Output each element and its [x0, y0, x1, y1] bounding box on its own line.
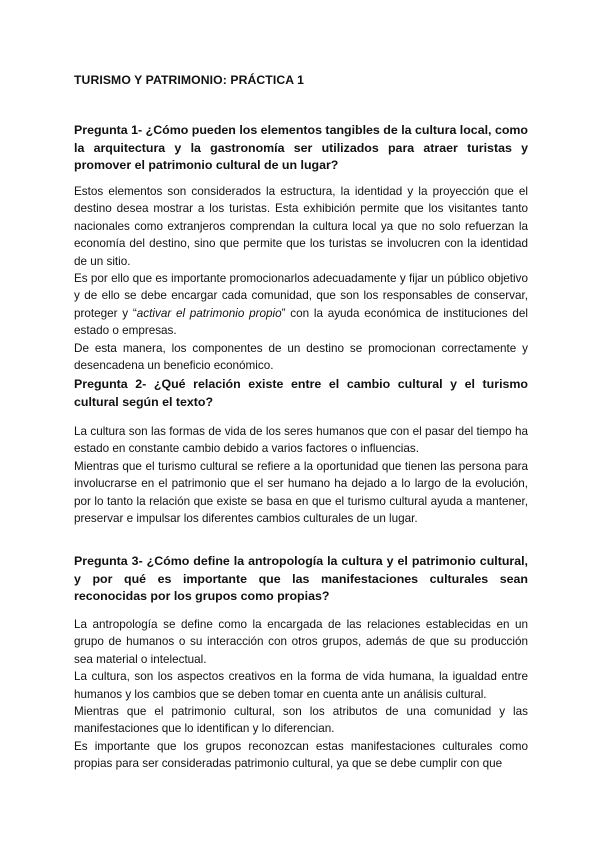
question-1: Pregunta 1- ¿Cómo pueden los elementos tangibles de la cultura local, como la arquitectura y la gastronomía ser utilizados para atraer turistas y promover el patrimonio cultural de un lugar?	[74, 123, 528, 172]
answer-3	[74, 616, 528, 773]
answer-1	[74, 183, 528, 374]
answer-1-paragraph-2-start: Es por ello que es importante promocionarlos adecuadamente y fijar un público objetivo y de ello se debe encargar cada comunidad, que son los responsables de conservar, proteger y “	[74, 272, 528, 320]
answer-1-paragraph-3: De esta manera, los componentes de un destino se promocionan correctamente y desencadena un beneficio económico.	[74, 341, 528, 373]
document-title: TURISMO Y PATRIMONIO: PRÁCTICA 1	[74, 73, 305, 87]
answer-3-paragraph-2: La cultura, son los aspectos creativos en la forma de vida humana, la igualdad entre humanos y los cambios que se deben tomar en cuenta ante un análisis cultural.	[74, 670, 528, 701]
answer-2	[74, 423, 528, 527]
answer-1-paragraph-2-end: ” con la ayuda económica de instituciones del estado o empresas.	[74, 306, 529, 338]
answer-3-paragraph-4: Es importante que los grupos reconozcan estas manifestaciones culturales como propias para ser consideradas patrimonio cultural, ya que se debe cumplir con que	[74, 739, 528, 771]
question-2: Pregunta 2- ¿Qué relación existe entre el cambio cultural y el turismo cultural según el texto?	[74, 377, 528, 409]
answer-3-paragraph-1: La antropología se define como la encargada de las relaciones establecidas en un grupo de humanos o su interacción con otros grupos, además de que su producción sea material o intelectual.	[74, 618, 528, 666]
answer-3-paragraph-3: Mientras que el patrimonio cultural, son los atributos de una comunidad y las manifestaciones que lo identifican y lo diferencian.	[74, 705, 528, 736]
answer-1-italic-quote: activar el patrimonio propio	[136, 306, 282, 320]
question-3: Pregunta 3- ¿Cómo define la antropología la cultura y el patrimonio cultural, y por qué es importante que las manifestaciones culturales sean reconocidas por los grupos como propias?	[74, 554, 528, 603]
answer-1-paragraph-1: Estos elementos son considerados la estructura, la identidad y la proyección que el destino desea mostrar a los turistas. Esta exhibición permite que los visitantes tanto nacionales como extranjeros comprendan la cultura local ya que no solo refuerzan la economía del destino, sino que permite que los turistas se involucren con la identidad de un sitio.	[74, 185, 528, 268]
answer-2-paragraph-2: Mientras que el turismo cultural se refiere a la oportunidad que tienen las persona para involucrarse en el patrimonio que el ser humano ha dejado a lo largo de la evolución, por lo tanto la relación que existe se basa en que el turismo cultural ayuda a mantener, preservar e impulsar los diferentes cambios culturales de un lugar.	[74, 459, 528, 526]
answer-1-paragraph-2	[74, 270, 528, 340]
answer-2-paragraph-1: La cultura son las formas de vida de los seres humanos que con el pasar del tiempo ha estado en constante cambio debido a varios factores o influencias.	[74, 425, 528, 456]
